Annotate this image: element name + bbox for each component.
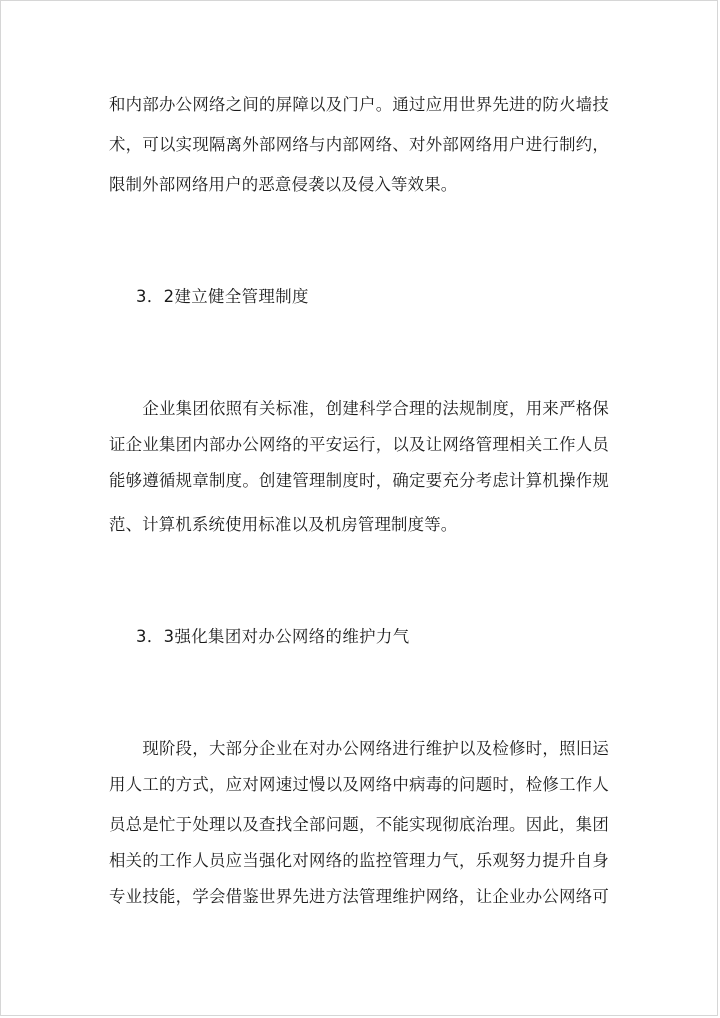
paragraph-line: 员总是忙于处理以及查找全部问题，不能实现彻底治理。因此，集团: [109, 815, 609, 834]
section-heading: 3．2建立健全管理制度: [136, 287, 309, 306]
paragraph-line: 范、计算机系统使用标准以及机房管理制度等。: [109, 515, 458, 534]
paragraph-line: 现阶段，大部分企业在对办公网络进行维护以及检修时，照旧运: [109, 739, 609, 758]
paragraph-line: 企业集团依照有关标准，创建科学合理的法规制度，用来严格保: [109, 399, 609, 418]
paragraph-line: 用人工的方式，应对网速过慢以及网络中病毒的问题时，检修工作人: [109, 775, 609, 794]
paragraph-line: 专业技能，学会借鉴世界先进方法管理维护网络，让企业办公网络可: [109, 887, 609, 906]
paragraph-line: 相关的工作人员应当强化对网络的监控管理力气，乐观努力提升自身: [109, 851, 609, 870]
paragraph-line: 证企业集团内部办公网络的平安运行，以及让网络管理相关工作人员: [109, 435, 609, 454]
paragraph-line: 和内部办公网络之间的屏障以及门户。通过应用世界先进的防火墙技: [109, 95, 609, 114]
paragraph-line: 限制外部网络用户的恶意侵袭以及侵入等效果。: [109, 175, 458, 194]
section-heading: 3．3强化集团对办公网络的维护力气: [136, 627, 410, 646]
paragraph-line: 术，可以实现隔离外部网络与内部网络、对外部网络用户进行制约，: [109, 135, 609, 154]
paragraph-line: 能够遵循规章制度。创建管理制度时，确定要充分考虑计算机操作规: [109, 471, 609, 490]
